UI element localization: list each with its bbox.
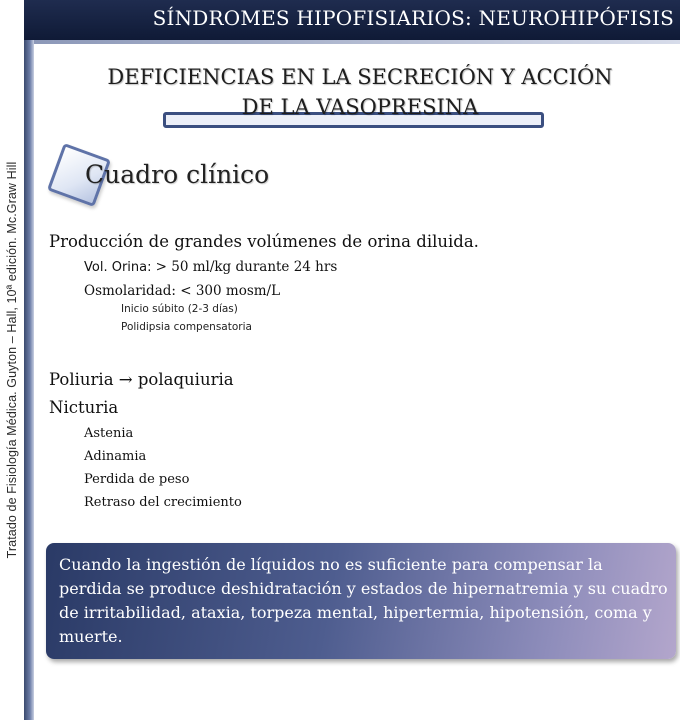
list-item: Retraso del crecimiento bbox=[84, 495, 242, 510]
section-heading: Cuadro clínico bbox=[85, 160, 270, 189]
list-item: Producción de grandes volúmenes de orina diluida. bbox=[49, 232, 479, 251]
vol-label: Vol. Orina: bbox=[84, 260, 156, 275]
list-item: Nicturia bbox=[49, 398, 119, 417]
subtitle-line-2: DE LA VASOPRESINA bbox=[241, 95, 479, 119]
list-item: Poliuria → polaquiuria bbox=[49, 370, 234, 389]
list-item: Perdida de peso bbox=[84, 472, 190, 487]
citation-text: Tratado de Fisiología Médica. Guyton – Hall, 10ª edición. Mc.Graw Hill bbox=[5, 161, 19, 559]
subtitle-line-1: DEFICIENCIAS EN LA SECRECIÓN Y ACCIÓN bbox=[107, 65, 613, 89]
header-divider bbox=[34, 40, 680, 44]
list-item: Inicio súbito (2-3 días) bbox=[121, 303, 238, 315]
list-item: Adinamia bbox=[84, 449, 147, 464]
citation-sidebar bbox=[0, 0, 24, 720]
left-accent-bar bbox=[24, 0, 34, 720]
slide-title: SÍNDROMES HIPOFISIARIOS: NEUROHIPÓFISIS bbox=[152, 6, 674, 30]
slide-subtitle bbox=[60, 62, 660, 122]
list-item: Osmolaridad: < 300 mosm/L bbox=[84, 283, 281, 299]
list-item: Polidipsia compensatoria bbox=[121, 321, 252, 333]
callout-text: Cuando la ingestión de líquidos no es suficiente para compensar la perdida se produce deshidratación y estados de hipernatremia y su cuadro de irritabilidad, ataxia, torpeza mental, hipertermia, hipotensión, coma y muerte. bbox=[59, 555, 668, 646]
vol-value: > 50 ml/kg durante 24 hrs bbox=[155, 259, 338, 275]
header-bar bbox=[24, 0, 680, 40]
list-item: Astenia bbox=[84, 426, 134, 441]
list-item bbox=[84, 259, 337, 275]
